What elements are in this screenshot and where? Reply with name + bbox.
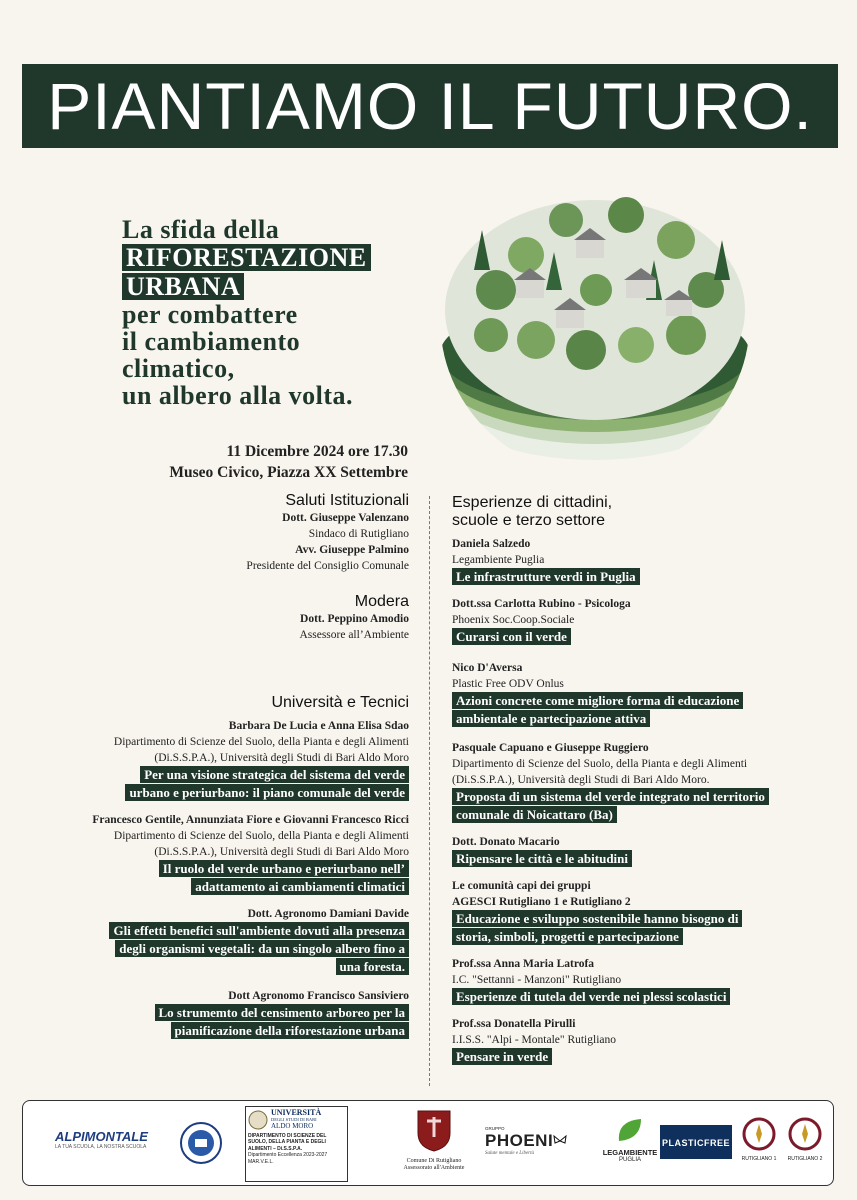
- speaker-name: Avv. Giuseppe Palmino: [295, 544, 409, 556]
- section-title: Università e Tecnici: [271, 694, 409, 711]
- uniba-logo: UNIVERSITÀ DEGLI STUDI DI BARI ALDO MORO DIPARTIMENTO DI SCIENZE DEL SUOLO, DELLA PIANTA E DEGLI ALIMENTI – Di.S.S.P.A. Dipartimento Eccellenza 2023-2027 MAR.V.E.L.: [245, 1106, 348, 1182]
- talk-item: [452, 596, 832, 646]
- urban-forest-illustration: [436, 160, 754, 478]
- talk-item: [452, 1016, 832, 1066]
- talk-title: Le infrastrutture verdi in Puglia: [452, 568, 640, 585]
- talk-title: Pensare in verde: [452, 1048, 552, 1065]
- speaker-affiliation: Phoenix Soc.Coop.Sociale: [452, 614, 575, 626]
- saluti-section: [24, 492, 409, 574]
- headline: [122, 216, 422, 409]
- talk-title: Curarsi con il verde: [452, 628, 571, 645]
- talk-title: ambientale e partecipazione attiva: [452, 710, 650, 727]
- butterfly-icon: [553, 1135, 567, 1147]
- talk-title: Il ruolo del verde urbano e periurbano nell’: [159, 860, 409, 877]
- universita-section: [24, 694, 409, 1040]
- speaker-name: Le comunità capi dei gruppi: [452, 880, 591, 892]
- legambiente-logo: LEGAMBIENTE PUGLIA: [597, 1117, 663, 1163]
- uniba-seal-icon: [248, 1110, 268, 1130]
- speaker-name: Prof.ssa Anna Maria Latrofa: [452, 958, 595, 970]
- agesci-rutigliano1-logo: RUTIGLIANO 1: [739, 1117, 779, 1162]
- talk-item: [452, 740, 832, 824]
- partner-logos-bar: [22, 1100, 834, 1186]
- speaker-name: Nico D'Aversa: [452, 662, 523, 674]
- event-place: Museo Civico, Piazza XX Settembre: [169, 464, 408, 481]
- speaker-name: Dott. Agronomo Damiani Davide: [247, 908, 409, 920]
- speaker-affiliation: (Di.S.S.P.A.), Università degli Studi di Bari Aldo Moro.: [452, 774, 710, 786]
- talk-item: [452, 834, 832, 868]
- scout-lily-icon: [742, 1117, 776, 1151]
- esperienze-section: [452, 494, 832, 1066]
- speaker-affiliation: Legambiente Puglia: [452, 554, 545, 566]
- speaker-affiliation: Plastic Free ODV Onlus: [452, 678, 564, 690]
- speaker-name: Dott. Giuseppe Valenzano: [282, 512, 409, 524]
- talk-title: Per una visione strategica del sistema del verde: [140, 766, 409, 783]
- leaf-icon: [615, 1117, 645, 1143]
- headline-line: climatico,: [122, 354, 235, 383]
- talk-title: degli organismi vegetali: da un singolo albero fino a: [115, 940, 409, 957]
- speaker-role: Presidente del Consiglio Comunale: [246, 560, 409, 572]
- speaker-name: Francesco Gentile, Annunziata Fiore e Giovanni Francesco Ricci: [92, 814, 409, 826]
- speaker-name: Dott. Donato Macario: [452, 836, 560, 848]
- headline-line: il cambiamento: [122, 327, 301, 356]
- agesci-rutigliano2-logo: RUTIGLIANO 2: [783, 1117, 827, 1162]
- speaker-role: Assessore all’Ambiente: [299, 629, 409, 641]
- comune-crest-icon: [414, 1107, 454, 1153]
- scout-lily-icon: [788, 1117, 822, 1151]
- talk-item: [24, 988, 409, 1040]
- talk-title: Azioni concrete come migliore forma di educazione: [452, 692, 743, 709]
- speaker-affiliation: (Di.S.S.P.A.), Università degli Studi di Bari Aldo Moro: [154, 752, 409, 764]
- headline-line: un albero alla volta.: [122, 381, 354, 410]
- talk-title: Proposta di un sistema del verde integrato nel territorio: [452, 788, 769, 805]
- event-datetime-place: [169, 441, 408, 483]
- headline-highlight: RIFORESTAZIONE: [122, 244, 371, 271]
- alpimontale-logo: ALPIMONTALE LA TUA SCUOLA, LA NOSTRA SCUOLA: [55, 1129, 148, 1150]
- talk-item: [452, 956, 832, 1006]
- talk-title: urbano e periurbano: il piano comunale del verde: [125, 784, 409, 801]
- speaker-name: Daniela Salzedo: [452, 538, 531, 550]
- title-banner: [22, 64, 838, 148]
- speaker-role: Sindaco di Rutigliano: [308, 528, 409, 540]
- school-crest-icon: [179, 1121, 223, 1165]
- talk-title: comunale di Noicattaro (Ba): [452, 806, 617, 823]
- page-title: PIANTIAMO IL FUTURO.: [47, 69, 813, 143]
- talk-title: Ripensare le città e le abitudini: [452, 850, 632, 867]
- plasticfree-logo: PLASTICFREE: [660, 1125, 732, 1159]
- speaker-name: Pasquale Capuano e Giuseppe Ruggiero: [452, 742, 649, 754]
- headline-highlight: URBANA: [122, 273, 244, 300]
- speaker-name: Barbara De Lucia e Anna Elisa Sdao: [228, 720, 409, 732]
- talk-title: Educazione e sviluppo sostenibile hanno bisogno di: [452, 910, 742, 927]
- speaker-affiliation: Dipartimento di Scienze del Suolo, della Pianta e degli Alimenti: [113, 830, 409, 842]
- speaker-name: Prof.ssa Donatella Pirulli: [452, 1018, 576, 1030]
- talk-title: storia, simboli, progetti e partecipazione: [452, 928, 683, 945]
- talk-title: una foresta.: [336, 958, 409, 975]
- talk-title: pianificazione della riforestazione urbana: [171, 1022, 410, 1039]
- column-divider: [429, 496, 430, 1086]
- talk-title: Gli effetti benefici sull'ambiente dovuti alla presenza: [109, 922, 409, 939]
- speaker-affiliation: I.C. "Settanni - Manzoni" Rutigliano: [452, 974, 622, 986]
- speaker-affiliation: Dipartimento di Scienze del Suolo, della Pianta e degli Alimenti: [113, 736, 409, 748]
- talk-item: [452, 660, 832, 728]
- headline-line: La sfida della: [122, 215, 280, 244]
- speaker-affiliation: I.I.S.S. "Alpi - Montale" Rutigliano: [452, 1034, 616, 1046]
- speaker-affiliation: Dipartimento di Scienze del Suolo, della Pianta e degli Alimenti: [452, 758, 748, 770]
- section-title: Esperienze di cittadini,: [452, 494, 613, 511]
- section-title: Saluti Istituzionali: [285, 492, 409, 509]
- phoenix-logo: GRUPPO PHOENI Salute mentale e Libertà: [485, 1126, 585, 1156]
- section-title: scuole e terzo settore: [452, 512, 605, 529]
- speaker-name: AGESCI Rutigliano 1 e Rutigliano 2: [452, 896, 631, 908]
- talk-item: [24, 718, 409, 802]
- comune-rutigliano-logo: Comune Di Rutigliano Assessorato all'Ambiente: [391, 1107, 477, 1172]
- speaker-name: Dott.ssa Carlotta Rubino - Psicologa: [452, 598, 631, 610]
- section-title: Modera: [354, 593, 409, 610]
- modera-section: [24, 593, 409, 643]
- talk-title: adattamento ai cambiamenti climatici: [191, 878, 409, 895]
- talk-title: Lo strumemto del censimento arboreo per la: [155, 1004, 409, 1021]
- event-date: 11 Dicembre 2024 ore 17.30: [226, 443, 408, 460]
- talk-title: Esperienze di tutela del verde nei plessi scolastici: [452, 988, 730, 1005]
- speaker-affiliation: (Di.S.S.P.A.), Università degli Studi di Bari Aldo Moro: [154, 846, 409, 858]
- talk-item: [24, 906, 409, 976]
- headline-line: per combattere: [122, 300, 298, 329]
- talk-item: [24, 812, 409, 896]
- talk-item: [452, 878, 832, 946]
- speaker-name: Dott. Peppino Amodio: [300, 613, 409, 625]
- talk-item: [452, 536, 832, 586]
- speaker-name: Dott Agronomo Francisco Sansiviero: [228, 990, 409, 1002]
